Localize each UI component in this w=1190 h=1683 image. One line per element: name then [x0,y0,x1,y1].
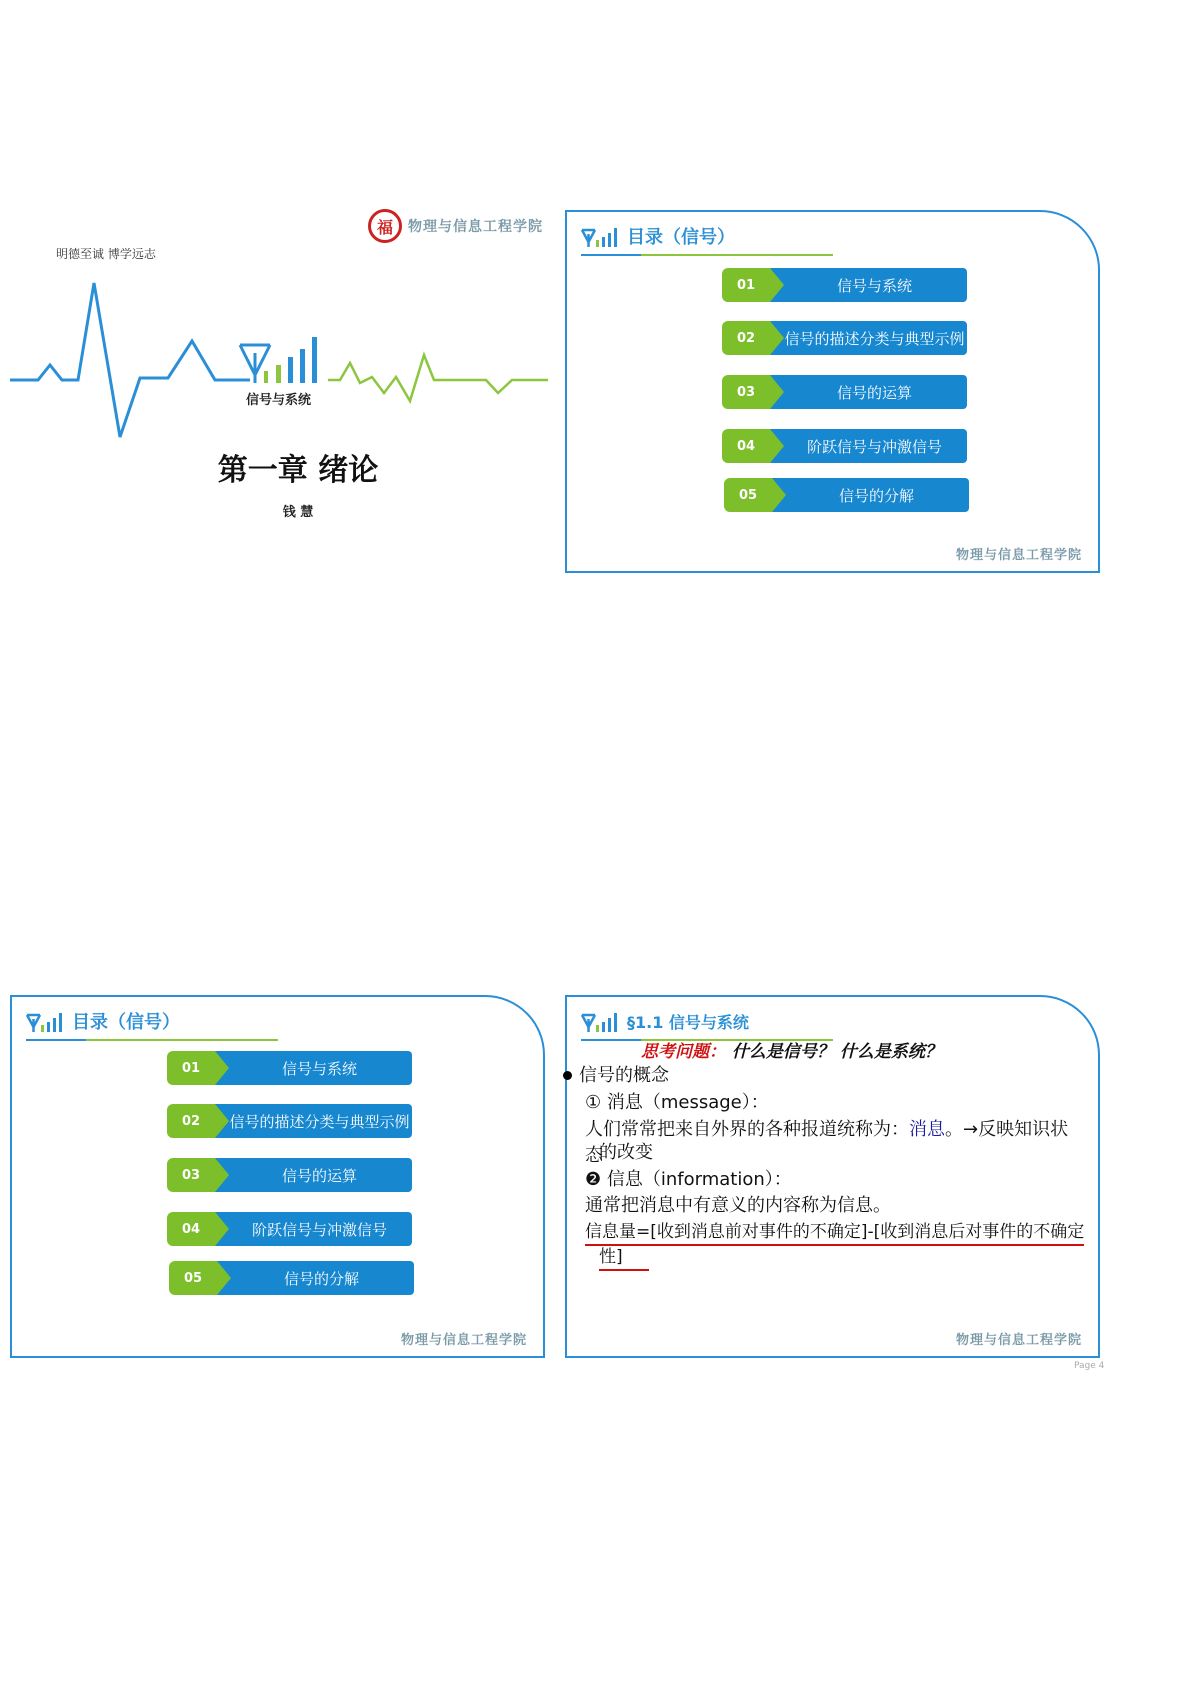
seal-icon [368,209,402,243]
toc-label: 信号的描述分类与典型示例 [768,321,967,355]
page-number: Page 4 [1074,1361,1105,1371]
heartbeat-line-green [328,355,548,401]
antenna-signal-icon [26,1011,62,1033]
toc-label: 阶跃信号与冲激信号 [213,1212,412,1246]
toc-item-1[interactable] [167,1051,412,1085]
seal-char: 福 [376,217,393,237]
motto: 明德至诚 博学远志 [56,247,156,261]
school-name: 物理与信息工程学院 [408,219,543,235]
slide-header [581,226,735,248]
item1-text [585,1117,1085,1169]
toc-number: 04 [167,1212,215,1246]
think-question [641,1037,942,1062]
chapter-title: 第一章 绪论 [217,453,379,488]
toc-item-5[interactable] [724,478,969,512]
toc-number: 01 [167,1051,215,1085]
heartbeat-line-blue [10,283,250,437]
slide-content [565,995,1100,1358]
course-name: 信号与系统 [246,393,312,408]
bullet-dot [563,1071,572,1080]
header-underline [581,254,833,256]
toc-number: 01 [722,268,770,302]
toc-item-5[interactable] [169,1261,414,1295]
slide-header [581,1011,749,1033]
item1-text-cont: 的改变 [599,1142,653,1163]
toc-item-4[interactable] [722,429,967,463]
toc-item-3[interactable] [167,1158,412,1192]
author: 钱 慧 [282,505,314,520]
slide-footer: 物理与信息工程学院 [955,548,1082,563]
question-body: 什么是信号？ 什么是系统？ [731,1042,942,1062]
toc-label: 阶跃信号与冲激信号 [768,429,967,463]
toc-number: 03 [722,375,770,409]
item1-text-post: 。→反映知识状态 [585,1119,1069,1166]
slide-toc-2 [10,995,545,1358]
item1-keyword: 消息 [909,1119,945,1140]
toc-item-2[interactable] [167,1104,412,1138]
toc-item-2[interactable] [722,321,967,355]
question-prefix: 思考问题： [641,1042,726,1062]
concept-heading: 信号的概念 [579,1065,669,1086]
item1-heading: ① 消息（message）： [585,1092,769,1113]
toc-label: 信号的分解 [770,478,969,512]
toc-number: 05 [724,478,772,512]
toc-number: 02 [722,321,770,355]
slide-footer: 物理与信息工程学院 [400,1333,527,1348]
toc-label: 信号的运算 [213,1158,412,1192]
signal-bars-icon [264,337,317,383]
toc-number: 02 [167,1104,215,1138]
toc-label: 信号与系统 [768,268,967,302]
toc-number: 04 [722,429,770,463]
toc-item-3[interactable] [722,375,967,409]
item2-text: 通常把消息中有意义的内容称为信息。 [585,1195,891,1216]
slide-title-text: 目录（信号） [627,227,735,248]
toc-number: 03 [167,1158,215,1192]
toc-label: 信号的分解 [215,1261,414,1295]
toc-item-1[interactable] [722,268,967,302]
antenna-signal-icon [581,1011,617,1033]
slide-footer: 物理与信息工程学院 [955,1333,1082,1348]
slide-header [26,1011,180,1033]
header-underline [26,1039,278,1041]
toc-label: 信号的运算 [768,375,967,409]
toc-label: 信号与系统 [213,1051,412,1085]
slide-toc-1 [565,210,1100,573]
antenna-signal-icon [581,226,617,248]
slide-title [10,205,550,575]
toc-label: 信号的描述分类与典型示例 [213,1104,412,1138]
formula-line-2: 性] [599,1245,649,1271]
formula-line-1: 信息量=[收到消息前对事件的不确定]-[收到消息后对事件的不确定 [585,1220,1084,1246]
school-logo [368,209,543,243]
toc-number: 05 [169,1261,217,1295]
item1-text-pre: 人们常常把来自外界的各种报道统称为： [585,1119,909,1140]
item2-heading: ❷ 信息（information）： [585,1169,792,1190]
slide-title-text: §1.1 信号与系统 [627,1013,749,1032]
toc-item-4[interactable] [167,1212,412,1246]
slide-title-text: 目录（信号） [72,1012,180,1033]
